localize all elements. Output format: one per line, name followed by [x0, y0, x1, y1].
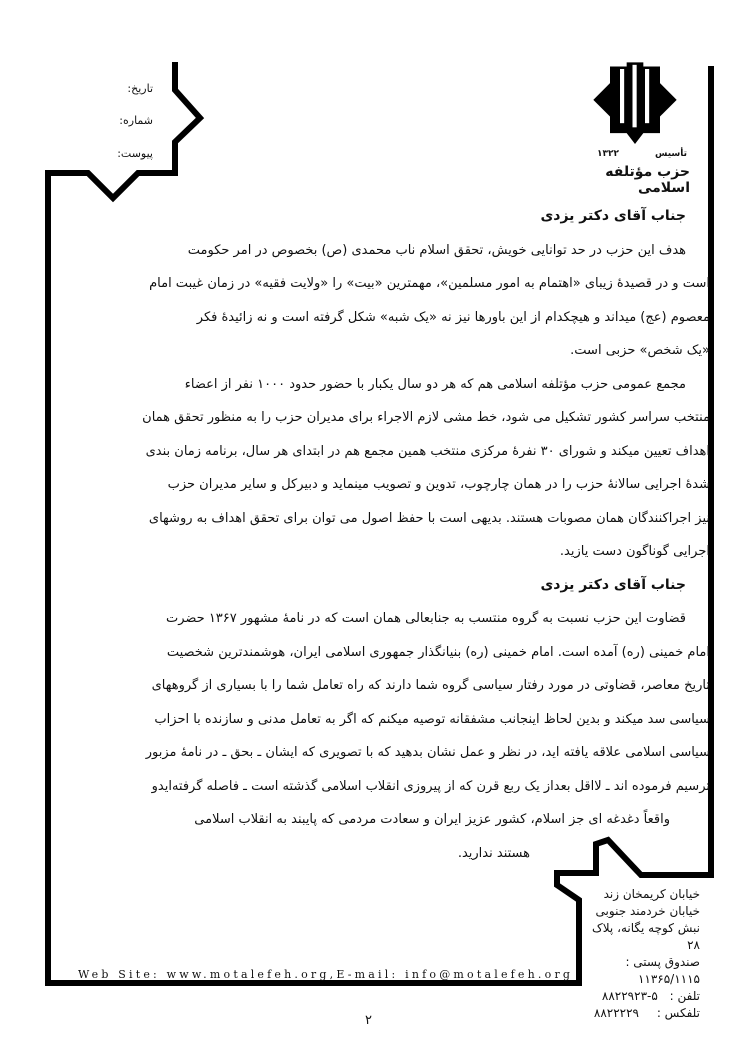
- fax-number: ۸۸۲۲۲۲۹: [593, 1006, 639, 1020]
- party-logo-emblem: [585, 62, 685, 146]
- address-line: خیابان کریمخان زند: [603, 887, 700, 901]
- paragraph-line: «یک شخص» حزبی است.: [570, 343, 710, 358]
- salutation: جناب آقای دکتر یزدی: [540, 576, 686, 593]
- website-email-line: Web Site: www.motalefeh.org,E-mail: info@motalefeh.org: [78, 968, 574, 981]
- address-line: نبش کوچه یگانه، پلاک ۲۸: [592, 921, 700, 952]
- paragraph-line: نیز اجراکنندگان همان مصوبات هستند. بدیهی است با حفظ اصول می توان برای تحقق اهداف به روشهای: [148, 510, 710, 526]
- letter-body: [78, 200, 710, 870]
- paragraph-line: اجرایی گوناگون دست یازید.: [559, 544, 710, 559]
- address-block: [578, 886, 700, 1022]
- phone-number: ۸۸۲۲۹۲۳-۵: [601, 989, 658, 1003]
- number-label: شماره:: [119, 114, 153, 127]
- phone-label: تلفن :: [669, 989, 700, 1003]
- logo-bar-center: [633, 65, 637, 128]
- fax-row: [578, 1005, 700, 1022]
- logo-founded-label: تأسیس: [655, 149, 688, 159]
- paragraph-line: منتخب سراسر کشور تشکیل می شود، خط مشی لازم الاجراء برای مدیران حزب را به منظور تحقق همان: [142, 410, 710, 425]
- date-label: تاریخ:: [127, 82, 153, 95]
- paragraph-line: هدف این حزب در حد توانایی خویش، تحقق اسلام ناب محمدی (ص) بخصوص در امر حکومت: [187, 242, 686, 258]
- paragraph-line: سیاسی اسلامی علاقه یافته اید، در نظر و عمل نشان بدهید که با تصویری که ایشان ـ بحق ـ در نامهٔ مزبور: [145, 745, 710, 760]
- paragraph-line: اهداف تعیین میکند و شورای ۳۰ نفرهٔ مرکزی منتخب همین مجمع هم در ابتدای هر سال، برنامه زمان بندی: [145, 443, 710, 459]
- paragraph-line: سیاسی سد میکند و بدین لحاظ اینجانب مشفقانه توصیه میکنم که اگر به تعامل مدنی و سازنده با احزاب: [154, 711, 710, 727]
- paragraph-line: ترسیم فرموده اند ـ لااقل بعداز یک ربع قرن که از پیروزی انقلاب اسلامی گذشته است ـ فاصله گرفته‌ایدو: [151, 778, 710, 794]
- paragraph-line: امام خمینی (ره) آمده است. امام خمینی (ره) بنیانگذار جمهوری اسلامی ایران، هوشمندترین شخصیت: [166, 644, 710, 660]
- address-line: خیابان خردمند جنوبی: [595, 904, 700, 918]
- paragraph-line: شدهٔ اجرایی سالانهٔ حزب را در همان چارچوب، تدوین و تصویب مینماید و دبیرکل و سایر مدیران حزب: [167, 477, 710, 492]
- phone-row: [578, 988, 700, 1005]
- address-line: صندوق پستی :: [625, 955, 700, 969]
- attachment-label: پیوست:: [117, 147, 153, 160]
- fax-label: تلفکس :: [656, 1006, 700, 1020]
- paragraph-line: قضاوت این حزب نسبت به گروه منتسب به جنابعالی همان است که در نامهٔ مشهور ۱۳۶۷ حضرت: [165, 611, 686, 626]
- logo-founded-year: ۱۳۲۲: [597, 149, 619, 159]
- paragraph-line: هستند ندارید.: [457, 845, 530, 861]
- po-box-number: ۱۱۳۶۵/۱۱۱۵: [637, 972, 700, 986]
- paragraph-line: تاریخ معاصر، قضاوتی در مورد رفتار سیاسی گروه شما دارند که راه تعامل شما را با بسیاری از گروههای: [151, 678, 710, 693]
- paragraph-line: واقعاً دغدغه ای جز اسلام، کشور عزیز ایران و سعادت مردمی که پایبند به انقلاب اسلامی: [194, 812, 670, 827]
- logo-bar-right: [645, 69, 649, 123]
- paragraph-line: معصوم (عج) میداند و هیچکدام از این باورها نیز نه «یک شبه» شکل گرفته است و نه زائیدهٔ فکر: [196, 309, 710, 325]
- logo-bar-left: [620, 69, 624, 123]
- paragraph-line: مجمع عمومی حزب مؤتلفه اسلامی هم که هر دو سال یکبار با حضور حدود ۱۰۰۰ نفر از اعضاء: [184, 376, 686, 392]
- salutation: جناب آقای دکتر یزدی: [540, 208, 686, 224]
- page-number: ۲: [365, 1013, 372, 1028]
- paragraph-line: است و در قصیدهٔ زیبای «اهتمام به امور مسلمین»، مهمترین «بیت» را «ولایت فقیه» در زمان غیبت امام: [149, 276, 710, 291]
- logo-party-name: حزب مؤتلفه اسلامی: [605, 164, 690, 196]
